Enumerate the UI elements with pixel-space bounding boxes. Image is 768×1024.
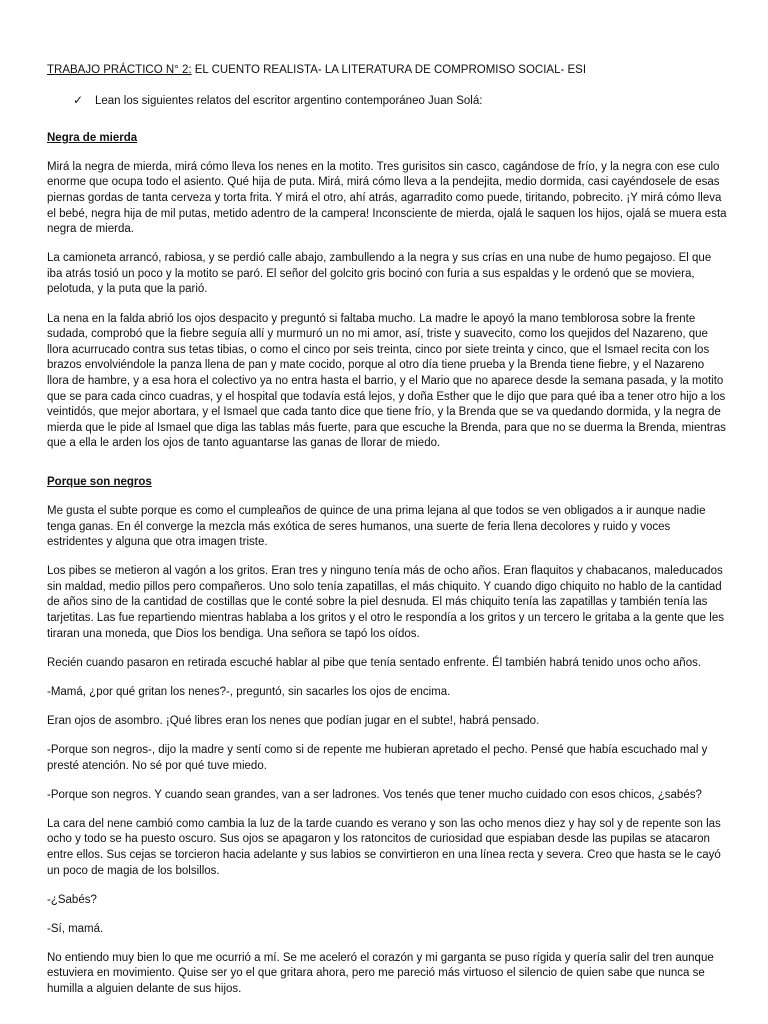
- document-page: [47, 63, 727, 1011]
- story2-paragraph-8: La cara del nene cambió como cambia la luz de la tarde cuando es verano y son las ocho menos diez y hay sol y de repente son las ocho y todo se ha puesto oscuro. Sus ojos se apagaron y los ratoncitos de curiosidad que espiaban desde las pupilas se atacaron entre ellos. Sus cejas se torcieron hacia adelante y sus labios se convirtieron en una línea recta y severa. Creo que hasta se le cayó un poco de magia de los bolsillos.: [47, 817, 721, 877]
- instruction-item: [73, 93, 727, 110]
- story1-paragraph-1: Mirá la negra de mierda, mirá cómo lleva los nenes en la motito. Tres gurisitos sin casco, cagándose de frío, y la negra con ese culo enorme que ocupa todo el asiento. Qué hija de puta. Mirá, mirá cómo lleva a la pendejita, medio dormida, casi cayéndosele de esas piernas gordas de tanta cerveza y torta frita. Y mirá el otro, ahí atrás, agarradito como puede, tiritando, pobrecito. ¡Y mirá cómo lleva el bebé, negra hija de mil putas, metido adentro de la campera! Inconsciente de mierda, ojalá le saquen los hijos, ojalá se muera esta negra de mierda.: [47, 160, 727, 236]
- story1-paragraph-2: La camioneta arrancó, rabiosa, y se perdió calle abajo, zambullendo a la negra y sus crías en una nube de humo pegajoso. El que iba atrás tosió un poco y la motito se paró. El señor del golcito gris bocinó con furia a sus espaldas y le ordenó que se moviera, pelotuda, y la puta que la parió.: [47, 252, 712, 296]
- story2-paragraph-6: -Porque son negros-, dijo la madre y sentí como si de repente me hubieran apretado el pecho. Pensé que había escuchado mal y presté atención. No sé por qué tuve miedo.: [47, 744, 708, 772]
- story2-paragraph-7: -Porque son negros. Y cuando sean grandes, van a ser ladrones. Vos tenés que tener mucho cuidado con esos chicos, ¿sabés?: [47, 788, 702, 801]
- story2-paragraph-10: -Sí, mamá.: [47, 922, 104, 935]
- story2-paragraph-1: Me gusta el subte porque es como el cumpleaños de quince de una prima lejana al que todos se ven obligados a ir aunque nadie tenga ganas. En él converge la mezcla más exótica de seres humanos, una suerte de feria llena decolores y ruido y voces estridentes y alguna que otra imagen triste.: [47, 504, 706, 549]
- instruction-text: Lean los siguientes relatos del escritor argentino contemporáneo Juan Solá:: [95, 94, 483, 107]
- assignment-topic: EL CUENTO REALISTA- LA LITERATURA DE COMPROMISO SOCIAL- ESI: [191, 64, 587, 76]
- story1-paragraph-3: La nena en la falda abrió los ojos despacito y preguntó si faltaba mucho. La madre le apoyó la mano temblorosa sobre la frente sudada, comprobó que la fiebre seguía allí y murmuró un no mi amor, así, triste y suavecito, como los quejidos del Nazareno, que llora acurrucado contra sus tetas tibias, o como el cinco por seis treinta, cinco por siete treinta y cinco, que el Ismael recita con los brazos envolviéndole la panza llena de pan y mate cocido, porque al otro día tiene prueba y la Brenda tiene fiebre, y el Nazareno llora de hambre, y a esa hora el colectivo ya no entra hasta el barrio, y el Mario que no aparece desde la semana pasada, y la motito que se para cada cinco cuadras, y el hospital que todavía está lejos, y doña Esther que le dijo que para qué iba a tener otro hijo a los veintidós, que mejor abortara, y el Ismael que cada tanto dice que tiene frío, y la Brenda que se va quedando dormida, y la negra de mierda que le pide al Ismael que diga las tablas más fuerte, para que escuche la Brenda, para que no se duerma la Brenda, mientras que a ella le arden los ojos de tanto aguantarse las ganas de llorar de miedo.: [47, 312, 726, 450]
- assignment-number: TRABAJO PRÁCTICO N° 2:: [47, 64, 192, 76]
- story2-paragraph-5: Eran ojos de asombro. ¡Qué libres eran los nenes que podían jugar en el subte!, habrá pensado.: [47, 714, 540, 727]
- story1-title: Negra de mierda: [47, 132, 138, 145]
- story2-paragraph-9: -¿Sabés?: [47, 893, 97, 906]
- story2-paragraph-11: No entiendo muy bien lo que me ocurrió a mí. Se me aceleró el corazón y mi garganta se puso rígida y quería salir del tren aunque estuviera en movimiento. Quise ser yo el que gritara ahora, pero me pareció más virtuoso el silencio de quien sabe que nunca se humilla a alguien delante de sus hijos.: [47, 951, 714, 996]
- document-title: [47, 63, 727, 79]
- story2-title: Porque son negros: [47, 476, 152, 489]
- story2-paragraph-3: Recién cuando pasaron en retirada escuché hablar al pibe que tenía sentado enfrente. Él también habrá tenido unos ocho años.: [47, 656, 702, 669]
- story2-paragraph-2: Los pibes se metieron al vagón a los gritos. Eran tres y ninguno tenía más de ocho años. Eran flaquitos y chabacanos, maleducados sin maldad, medio pillos pero compañeros. Uno solo tenía zapatillas, el más chiquito. Y cuando digo chiquito no hablo de la cantidad de años sino de la cantidad de costillas que le conté sobre la piel desnuda. El más chiquito tenía las zapatillas y también tenía las tarjetitas. Las fue repartiendo mientras hablaba a los gritos y el otro le respondía a los gritos y un tercero le gritaba a la gente que les tiraran una moneda, que Dios los bendiga. Una señora se tapó los oídos.: [47, 565, 724, 640]
- check-icon: ✓: [73, 92, 84, 107]
- story2-paragraph-4: -Mamá, ¿por qué gritan los nenes?-, preguntó, sin sacarles los ojos de encima.: [47, 685, 451, 698]
